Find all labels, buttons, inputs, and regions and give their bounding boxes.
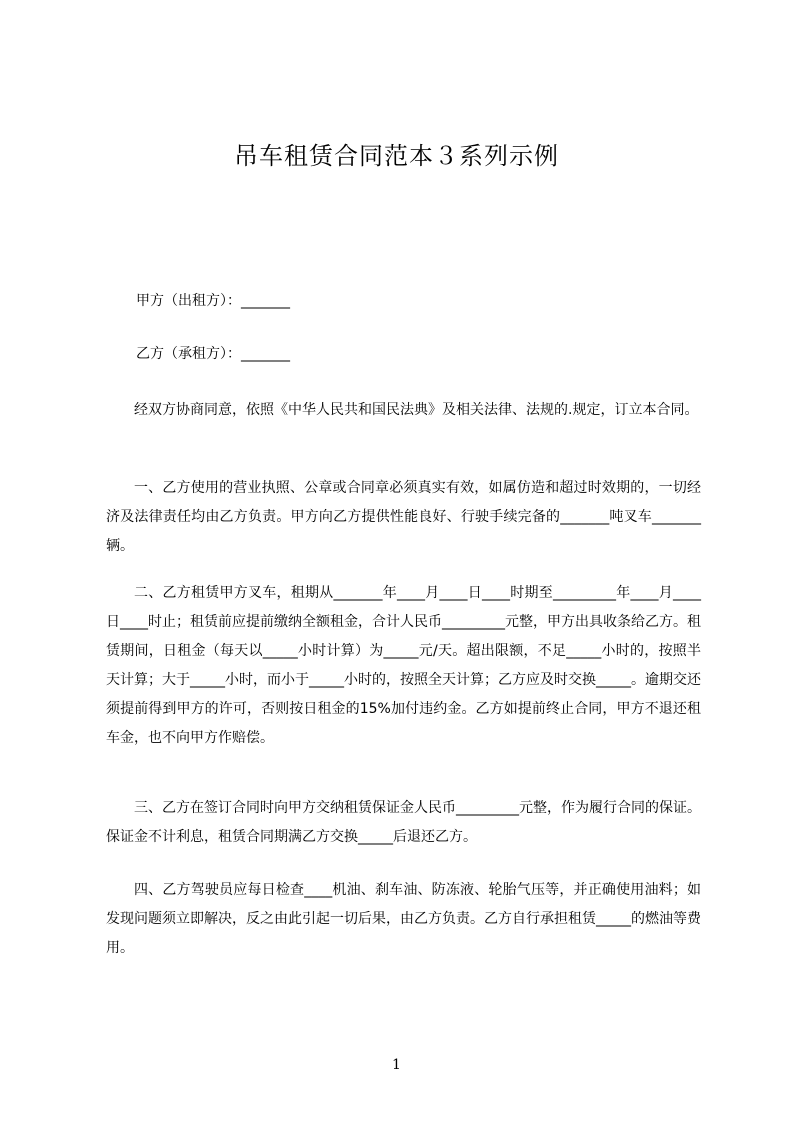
document-title: 吊车租赁合同范本３系列示例: [234, 142, 559, 170]
intro-paragraph: 经双方协商同意，依照《中华人民共和国民法典》及相关法律、法规的.规定，订立本合同。: [134, 402, 699, 418]
party-a-line: 甲方（出租方）：_______: [136, 293, 290, 309]
clause-1-paragraph: 一、乙方使用的营业执照、公章或合同章必须真实有效，如属仿造和超过时效期的，一切经济及法律责任均由乙方负责。甲方向乙方提供性能良好、行驶手续完备的_______吨叉车_______辆。: [106, 480, 701, 554]
party-b-line: 乙方（承租方）：_______: [136, 346, 290, 362]
page-number: 1: [392, 1057, 401, 1073]
clause-4-paragraph: 四、乙方驾驶员应每日检查____机油、刹车油、防冻液、轮胎气压等，并正确使用油料；如发现问题须立即解决，反之由此引起一切后果，由乙方负责。乙方自行承担租赁_____的燃油等费用。: [106, 882, 701, 956]
clause-3-paragraph: 三、乙方在签订合同时向甲方交纳租赁保证金人民币_________元整，作为履行合同的保证。保证金不计利息，租赁合同期满乙方交换_____后退还乙方。: [106, 800, 701, 845]
clause-2-paragraph: 二、乙方租赁甲方叉车，租期从_______年____月____日____时期至_________年____月____日____时止；租赁前应提前缴纳全额租金，合计人民币_________元整，甲方出具收条给乙方。租赁期间，日租金（每天以_____小时计算）为_____元/天。超出限额，不足_____小时的，按照半天计算；大于_____小时，而小于_____小时的，按照全天计算；乙方应及时交换_____。逾期交还须提前得到甲方的许可，否则按日租金的15%加付违约金。乙方如提前终止合同，甲方不退还租车金，也不向甲方作赔偿。: [106, 585, 701, 746]
